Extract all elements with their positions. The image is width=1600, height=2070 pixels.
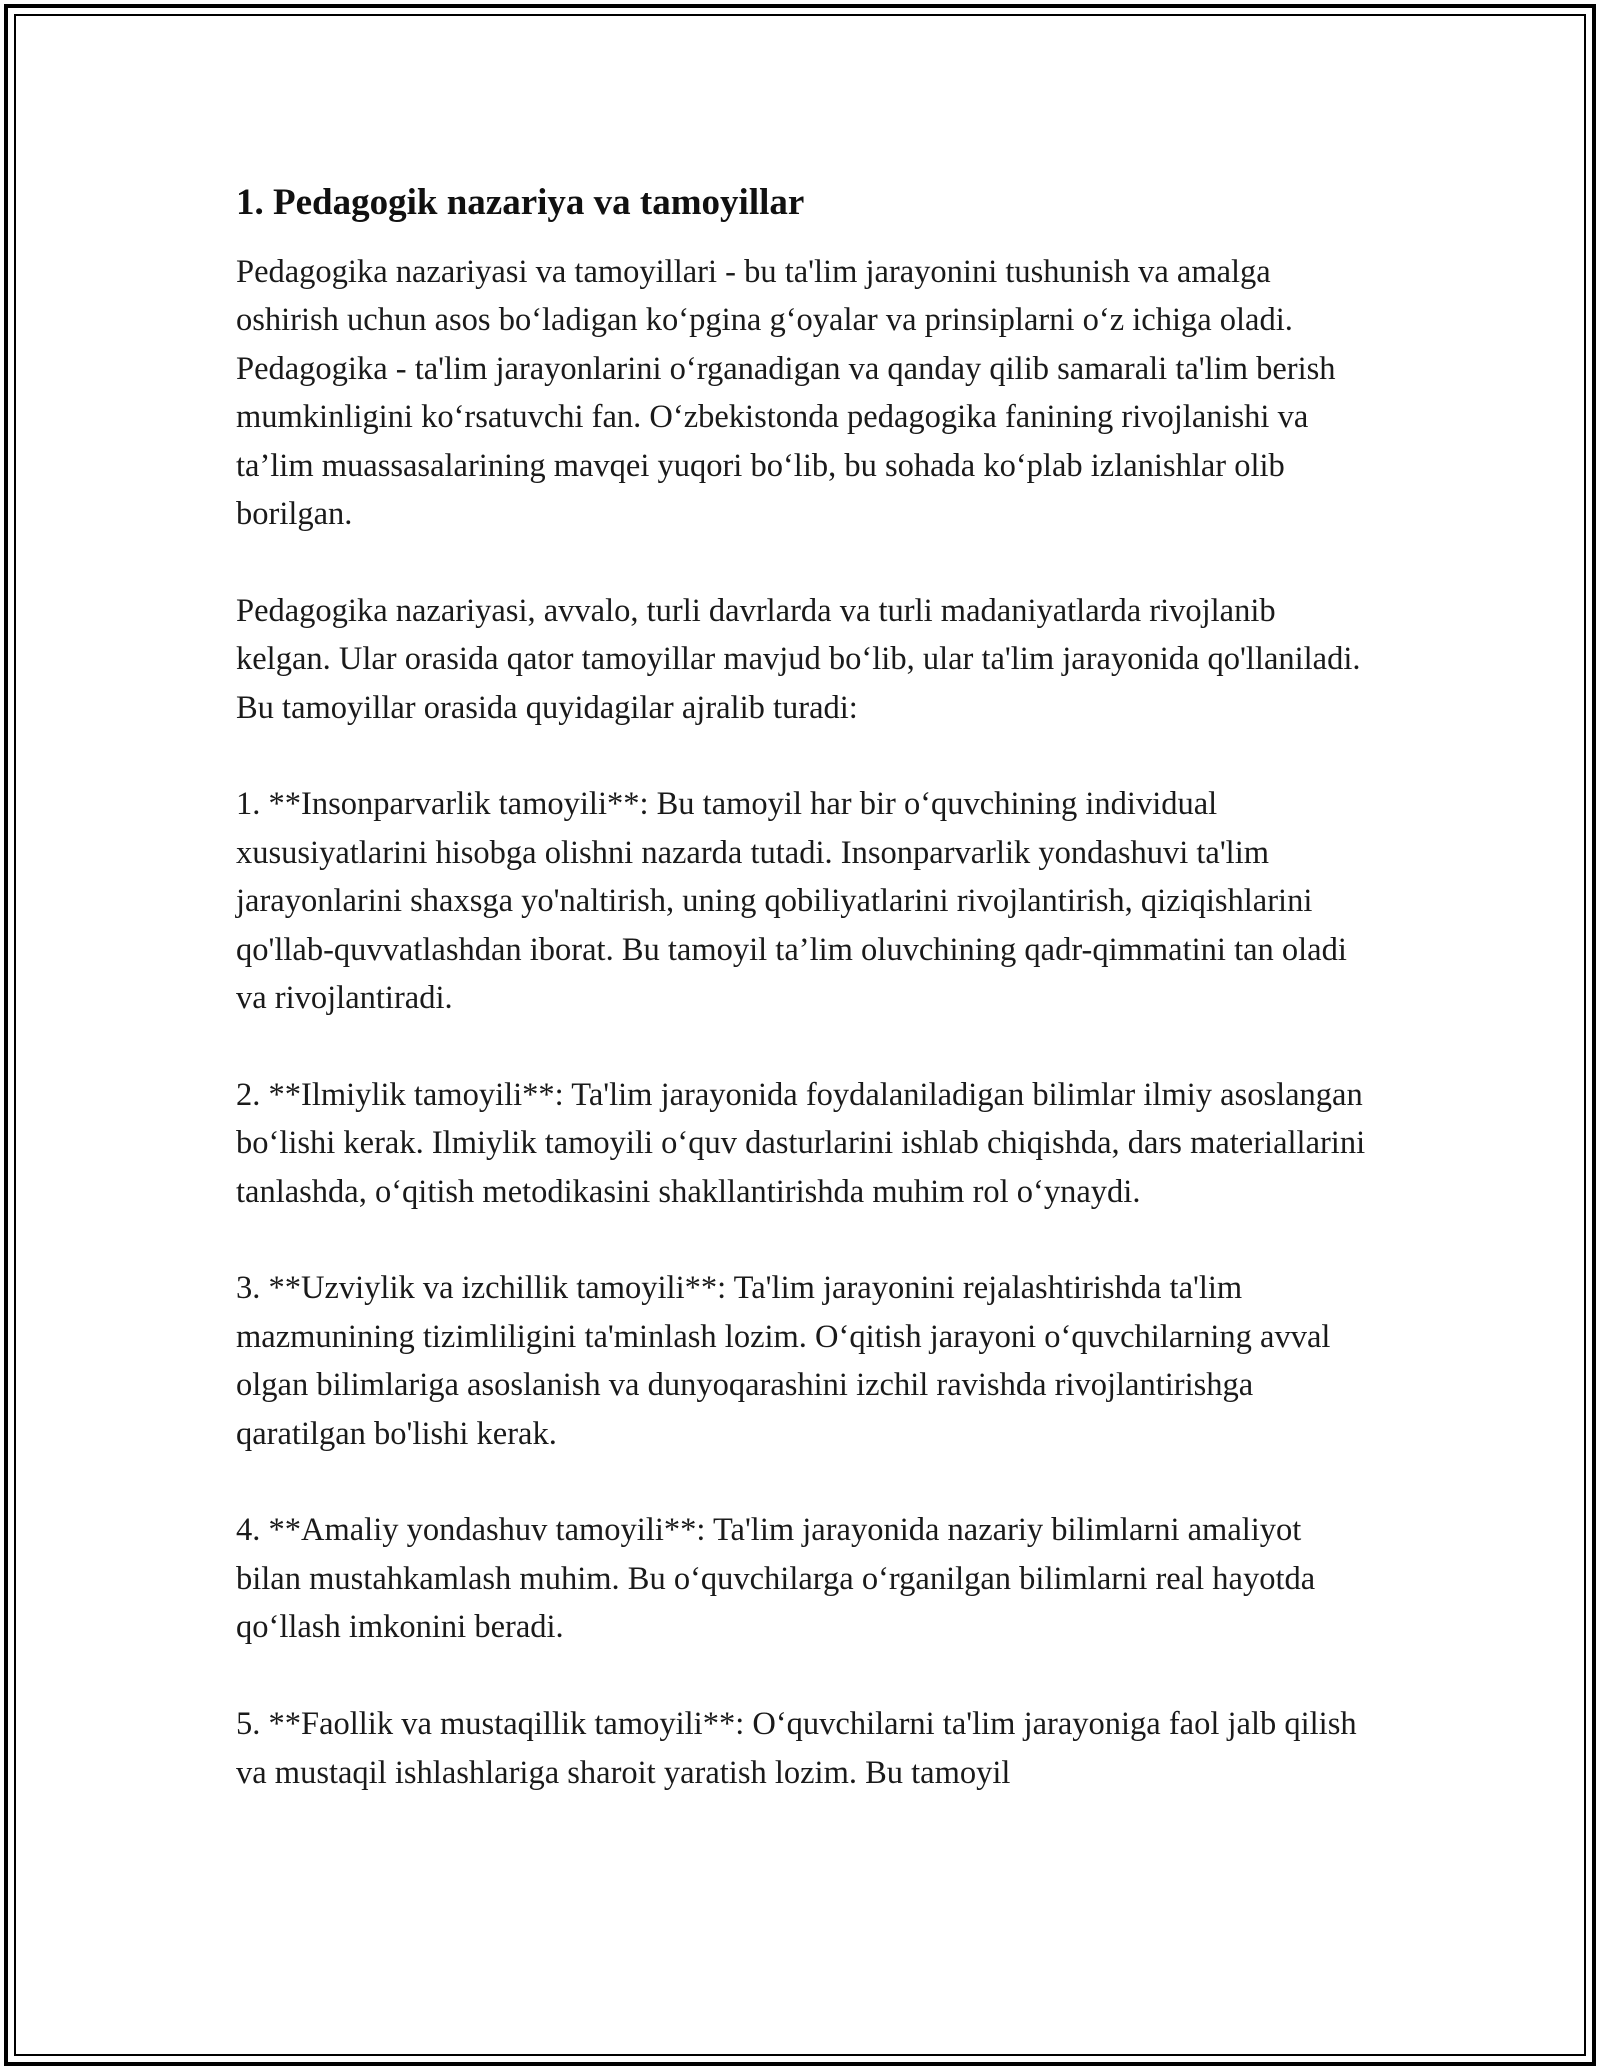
principle-item-activity: 5. **Faollik va mustaqillik tamoyili**: O‘quvchilarni ta'lim jarayoniga faol jalb qilish va mustaqil ishlashlariga sharoit yaratish lozim. Bu tamoyil (236, 1706, 1357, 1791)
section-heading: 1. Pedagogik nazariya va tamoyillar (236, 182, 805, 223)
principle-item-scientific: 2. **Ilmiylik tamoyili**: Ta'lim jarayonida foydalaniladigan bilimlar ilmiy asoslangan bo‘lishi kerak. Ilmiylik tamoyili o‘quv dasturlarini ishlab chiqishda, dars materiallarini tanlashda, o‘qitish metodikasini shakllantirishda muhim rol o‘ynaydi. (236, 1076, 1366, 1210)
principle-item-practical: 4. **Amaliy yondashuv tamoyili**: Ta'lim jarayonida nazariy bilimlarni amaliyot bilan mustahkamlash muhim. Bu o‘quvchilarga o‘rganilgan bilimlarni real hayotda qo‘llash imkonini beradi. (236, 1512, 1316, 1646)
principle-item-continuity: 3. **Uzviylik va izchillik tamoyili**: Ta'lim jarayonini rejalashtirishda ta'lim mazmunining tizimliligini ta'minlash lozim. O‘qitish jarayoni o‘quvchilarning avval olgan bilimlariga asoslanish va dunyoqarashini izchil ravishda rivojlantirishga qaratilgan bo'lishi kerak. (236, 1270, 1331, 1452)
principles-intro-paragraph: Pedagogika nazariyasi, avvalo, turli davrlarda va turli madaniyatlarda rivojlanib kelgan. Ular orasida qator tamoyillar mavjud bo‘lib, ular ta'lim jarayonida qo'llaniladi. Bu tamoyillar orasida quyidagilar ajralib turadi: (236, 592, 1361, 726)
intro-paragraph: Pedagogika nazariyasi va tamoyillari - bu ta'lim jarayonini tushunish va amalga oshirish uchun asos bo‘ladigan ko‘pgina g‘oyalar va prinsiplarni o‘z ichiga oladi. Pedagogika - ta'lim jarayonlarini o‘rganadigan va qanday qilib samarali ta'lim berish mumkinligini ko‘rsatuvchi fan. O‘zbekistonda pedagogika fanining rivojlanishi va ta’lim muassasalarining mavqei yuqori bo‘lib, bu sohada ko‘plab izlanishlar olib borilgan. (236, 254, 1336, 533)
principle-item-humanism: 1. **Insonparvarlik tamoyili**: Bu tamoyil har bir o‘quvchining individual xususiyatlarini hisobga olishni nazarda tutadi. Insonparvarlik yondashuvi ta'lim jarayonlarini shaxsga yo'naltirish, uning qobiliyatlarini rivojlantirish, qiziqishlarini qo'llab-quvvatlashdan iborat. Bu tamoyil ta’lim oluvchining qadr-qimmatini tan oladi va rivojlantiradi. (236, 786, 1347, 1017)
document-body (236, 176, 1366, 1845)
